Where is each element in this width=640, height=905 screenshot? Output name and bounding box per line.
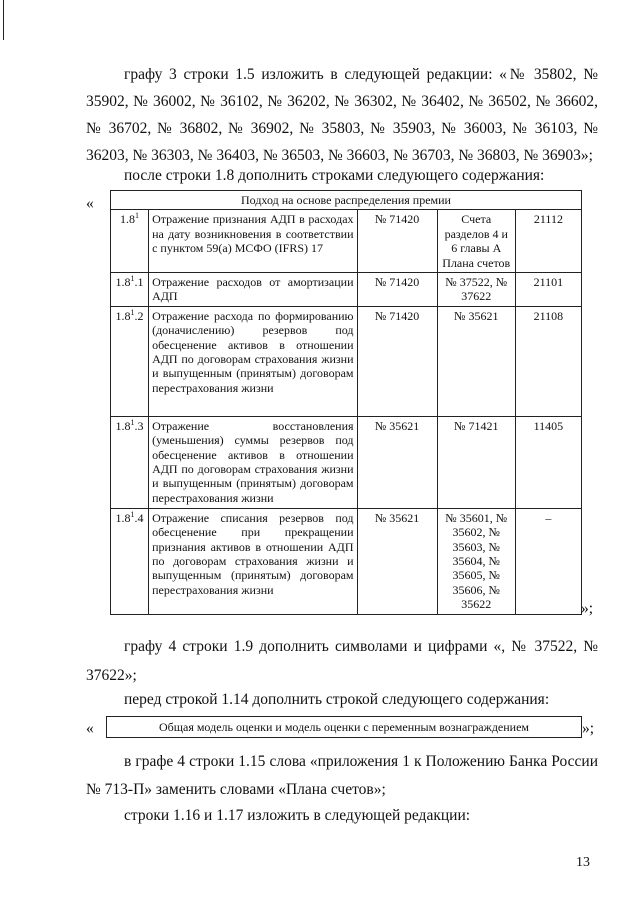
- table-row: [111, 210, 582, 273]
- row-credit-account: № 71421: [437, 416, 515, 508]
- row-debit-account: № 71420: [357, 306, 437, 416]
- row-debit-account: № 71420: [357, 273, 437, 307]
- table-open-quote: «: [86, 195, 94, 212]
- row-description: Отражение расходов от амортизации АДП: [149, 273, 357, 307]
- paragraph-add-after-1-8: после строки 1.8 дополнить строками следующего содержания:: [124, 167, 545, 184]
- inserted-row-box: Общая модель оценки и модель оценки с переменным вознаграждением: [106, 716, 582, 738]
- row-symbol: 21112: [515, 210, 581, 273]
- row-symbol: –: [515, 508, 581, 614]
- paragraph-amend-row-1-15: в графе 4 строки 1.15 слова «приложения 1 к Положению Банка России № 713-П» заменить словами «Плана счетов»;: [86, 753, 598, 798]
- row-number: $1.8^1.1$: [111, 273, 149, 307]
- table-row: [111, 273, 582, 307]
- box-open-quote: «: [86, 720, 94, 737]
- row-description: Отражение признания АДП в расходах на дату возникновения в соответствии с пунктом 59(а) МСФО (IFRS) 17: [149, 210, 357, 273]
- row-number: $1.8^1.3$: [111, 416, 149, 508]
- table-row: [111, 508, 582, 614]
- row-debit-account: № 35621: [357, 416, 437, 508]
- row-symbol: 21108: [515, 306, 581, 416]
- insert-table: [110, 190, 582, 615]
- row-credit-account: Счета разделов 4 и 6 главы А Плана счетов: [437, 210, 515, 273]
- paragraph-restate-rows-1-16-1-17: строки 1.16 и 1.17 изложить в следующей редакции:: [124, 807, 471, 824]
- row-symbol: 21101: [515, 273, 581, 307]
- row-number: $1.8^1.4$: [111, 508, 149, 614]
- paragraph-amend-row-1-9: графу 4 строки 1.9 дополнить символами и цифрами «, № 37522, № 37622»;: [86, 638, 598, 684]
- row-description: Отражение восстановления (уменьшения) суммы резервов под обесценение активов в отношении АДП по договорам страхования жизни и выпущенным (принятым) договорам перестрахования жизни: [149, 416, 357, 508]
- row-debit-account: № 35621: [357, 508, 437, 614]
- row-description: Отражение расхода по формированию (доначислению) резервов под обесценение активов в отношении АДП по договорам страхования жизни и выпущенным (принятым) договорам перестрахования жизни: [149, 306, 357, 416]
- row-number: $1.8^1$: [111, 210, 149, 273]
- row-credit-account: № 35621: [437, 306, 515, 416]
- paragraph-add-before-1-14: перед строкой 1.14 дополнить строкой следующего содержания:: [124, 691, 550, 708]
- row-debit-account: № 71420: [357, 210, 437, 273]
- row-credit-account: № 35601, № 35602, № 35603, № 35604, № 35605, № 35606, № 35622: [437, 508, 515, 614]
- table-close-quote: »;: [581, 600, 594, 617]
- page-number: 13: [576, 855, 590, 870]
- scan-edge-mark: [3, 0, 4, 40]
- row-description: Отражение списания резервов под обесценение при прекращении признания активов в отношении АДП по договорам страхования жизни и выпущенным (принятым) договорам перестрахования жизни: [149, 508, 357, 614]
- table-header: Подход на основе распределения премии: [111, 191, 582, 210]
- row-symbol: 11405: [515, 416, 581, 508]
- row-credit-account: № 37522, № 37622: [437, 273, 515, 307]
- box-close-quote: »;: [582, 720, 595, 737]
- table-row: [111, 416, 582, 508]
- paragraph-amend-row-1-5: графу 3 строки 1.5 изложить в следующей редакции: «№ 35802, № 35902, № 36002, № 36102, № 36202, № 36302, № 36402, № 36502, № 36602, № 36702, № 36802, № 36902, № 35803, № 35903, № 36003, № 36103, № 36203, № 36303, № 36403, № 36503, № 36603, № 36703, № 36803, № 36903»;: [86, 66, 598, 164]
- table-row: [111, 306, 582, 416]
- row-number: $1.8^1.2$: [111, 306, 149, 416]
